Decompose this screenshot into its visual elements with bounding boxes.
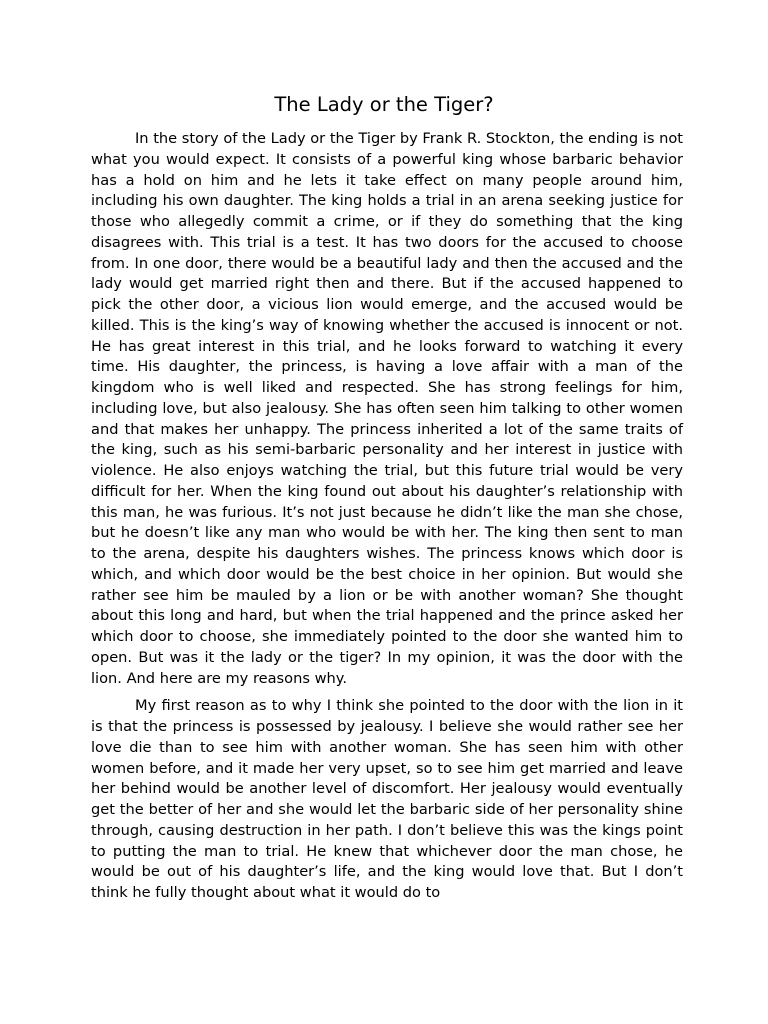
paragraph-1: In the story of the Lady or the Tiger by Frank R. Stockton, the ending is not what you would expect. It consists of a powerful king whose barbaric behavior has a hold on him and he lets it take effect on many people around him, including his own daughter. The king holds a trial in an arena seeking justice for those who allegedly commit a crime, or if they do something that the king disagrees with. This trial is a test. It has two doors for the accused to choose from. In one door, there would be a beautiful lady and then the accused and the lady would get married right then and there. But if the accused happened to pick the other door, a vicious lion would emerge, and the accused would be killed. This is the king’s way of knowing whether the accused is innocent or not. He has great interest in this trial, and he looks forward to watching it every time. His daughter, the princess, is having a love affair with a man of the kingdom who is well liked and respected. She has strong feelings for him, including love, but also jealousy. She has often seen him talking to other women and that makes her unhappy. The princess inherited a lot of the same traits of the king, such as his semi-barbaric personality and her interest in justice with violence. He also enjoys watching the trial, but this future trial would be very difficult for her. When the king found out about his daughter’s relationship with this man, he was furious. It’s not just because he didn’t like the man she chose, but he doesn’t like any man who would be with her. The king then sent to man to the arena, despite his daughters wishes. The princess knows which door is which, and which door would be the best choice in her opinion. But would she rather see him be mauled by a lion or be with another woman? She thought about this long and hard, but when the trial happened and the prince asked her which door to choose, she immediately pointed to the door she wanted him to open. But was it the lady or the tiger? In my opinion, it was the door with the lion. And here are my reasons why. bbox=[91, 130, 683, 687]
paragraph-2: My first reason as to why I think she pointed to the door with the lion in it is that the princess is possessed by jealousy. I believe she would rather see her love die than to see him with another woman. She has seen him with other women before, and it made her very upset, so to see him get married and leave her behind would be another level of discomfort. Her jealousy would eventually get the better of her and she would let the barbaric side of her personality shine through, causing destruction in her path. I don’t believe this was the kings point to putting the man to trial. He knew that whichever door the man chose, he would be out of his daughter’s life, and the king would love that. But I don’t think he fully thought about what it would do to bbox=[91, 697, 683, 901]
document-title: The Lady or the Tiger? bbox=[274, 93, 494, 116]
document-body bbox=[91, 129, 683, 904]
